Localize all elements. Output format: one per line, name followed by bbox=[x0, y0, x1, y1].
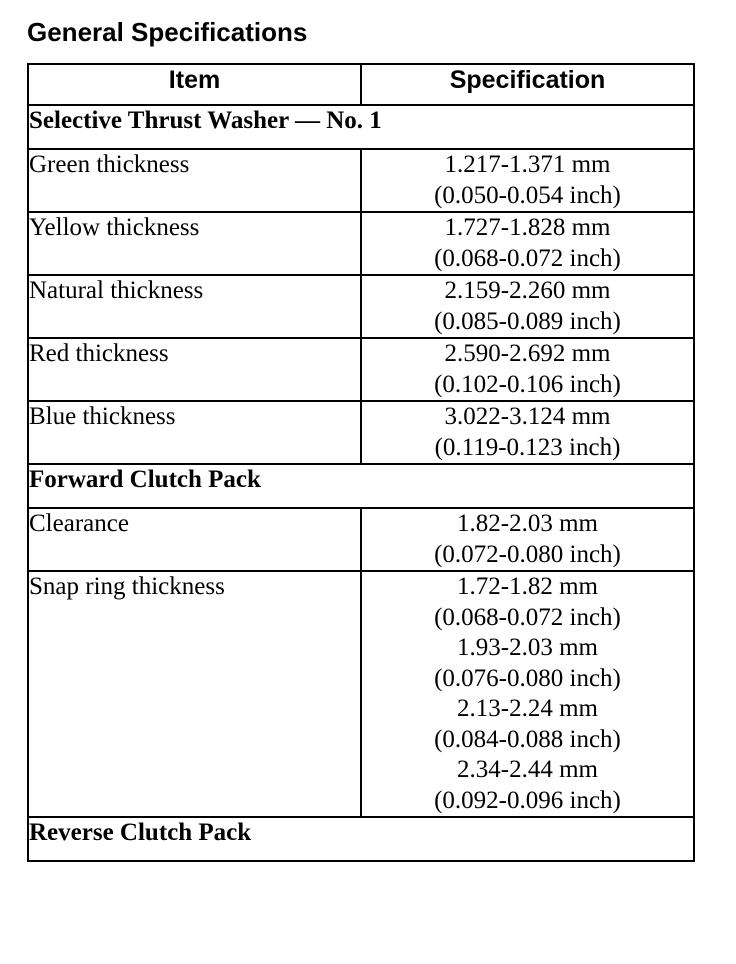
column-header-item: Item bbox=[28, 64, 361, 105]
section-title: Reverse Clutch Pack bbox=[28, 817, 694, 861]
spec-line: (0.092-0.096 inch) bbox=[434, 786, 621, 814]
item-cell: Red thickness bbox=[28, 338, 361, 401]
table-row bbox=[28, 508, 694, 571]
section-row bbox=[28, 817, 694, 861]
spec-line: 3.022-3.124 mm bbox=[444, 403, 611, 430]
spec-line: (0.102-0.106 inch) bbox=[434, 370, 621, 398]
spec-cell bbox=[361, 338, 694, 401]
spec-line: 1.82-2.03 mm bbox=[457, 510, 598, 537]
spec-line: 1.727-1.828 mm bbox=[444, 214, 611, 241]
spec-cell bbox=[361, 508, 694, 571]
item-cell: Snap ring thickness bbox=[28, 571, 361, 817]
spec-line: (0.076-0.080 inch) bbox=[434, 664, 621, 692]
item-cell: Natural thickness bbox=[28, 275, 361, 338]
table-row bbox=[28, 149, 694, 212]
item-cell: Green thickness bbox=[28, 149, 361, 212]
item-cell: Blue thickness bbox=[28, 401, 361, 464]
page-title: General Specifications bbox=[27, 17, 308, 47]
specifications-table bbox=[27, 63, 695, 862]
table-row bbox=[28, 275, 694, 338]
spec-line: 2.13-2.24 mm bbox=[457, 695, 598, 722]
table-header-row bbox=[28, 64, 694, 105]
item-cell: Clearance bbox=[28, 508, 361, 571]
spec-line: 2.34-2.44 mm bbox=[457, 756, 598, 783]
table-row bbox=[28, 571, 694, 817]
spec-line: (0.119-0.123 inch) bbox=[434, 433, 621, 461]
spec-line: (0.072-0.080 inch) bbox=[434, 540, 621, 568]
spec-line: (0.068-0.072 inch) bbox=[434, 603, 621, 631]
spec-cell bbox=[361, 401, 694, 464]
section-row bbox=[28, 105, 694, 149]
table-row bbox=[28, 401, 694, 464]
spec-cell bbox=[361, 571, 694, 817]
spec-line: 1.93-2.03 mm bbox=[457, 634, 598, 661]
spec-line: 1.217-1.371 mm bbox=[444, 151, 611, 178]
spec-cell bbox=[361, 275, 694, 338]
spec-line: (0.085-0.089 inch) bbox=[434, 307, 621, 335]
item-cell: Yellow thickness bbox=[28, 212, 361, 275]
spec-cell bbox=[361, 212, 694, 275]
section-row bbox=[28, 464, 694, 508]
table-row bbox=[28, 212, 694, 275]
spec-line: 2.590-2.692 mm bbox=[444, 340, 611, 367]
spec-cell bbox=[361, 149, 694, 212]
spec-line: 1.72-1.82 mm bbox=[457, 573, 598, 600]
table-row bbox=[28, 338, 694, 401]
spec-line: (0.050-0.054 inch) bbox=[434, 181, 621, 209]
section-title: Forward Clutch Pack bbox=[28, 464, 694, 508]
spec-line: 2.159-2.260 mm bbox=[444, 277, 611, 304]
spec-line: (0.068-0.072 inch) bbox=[434, 244, 621, 272]
section-title: Selective Thrust Washer — No. 1 bbox=[28, 105, 694, 149]
column-header-specification: Specification bbox=[361, 64, 694, 105]
spec-line: (0.084-0.088 inch) bbox=[434, 725, 621, 753]
